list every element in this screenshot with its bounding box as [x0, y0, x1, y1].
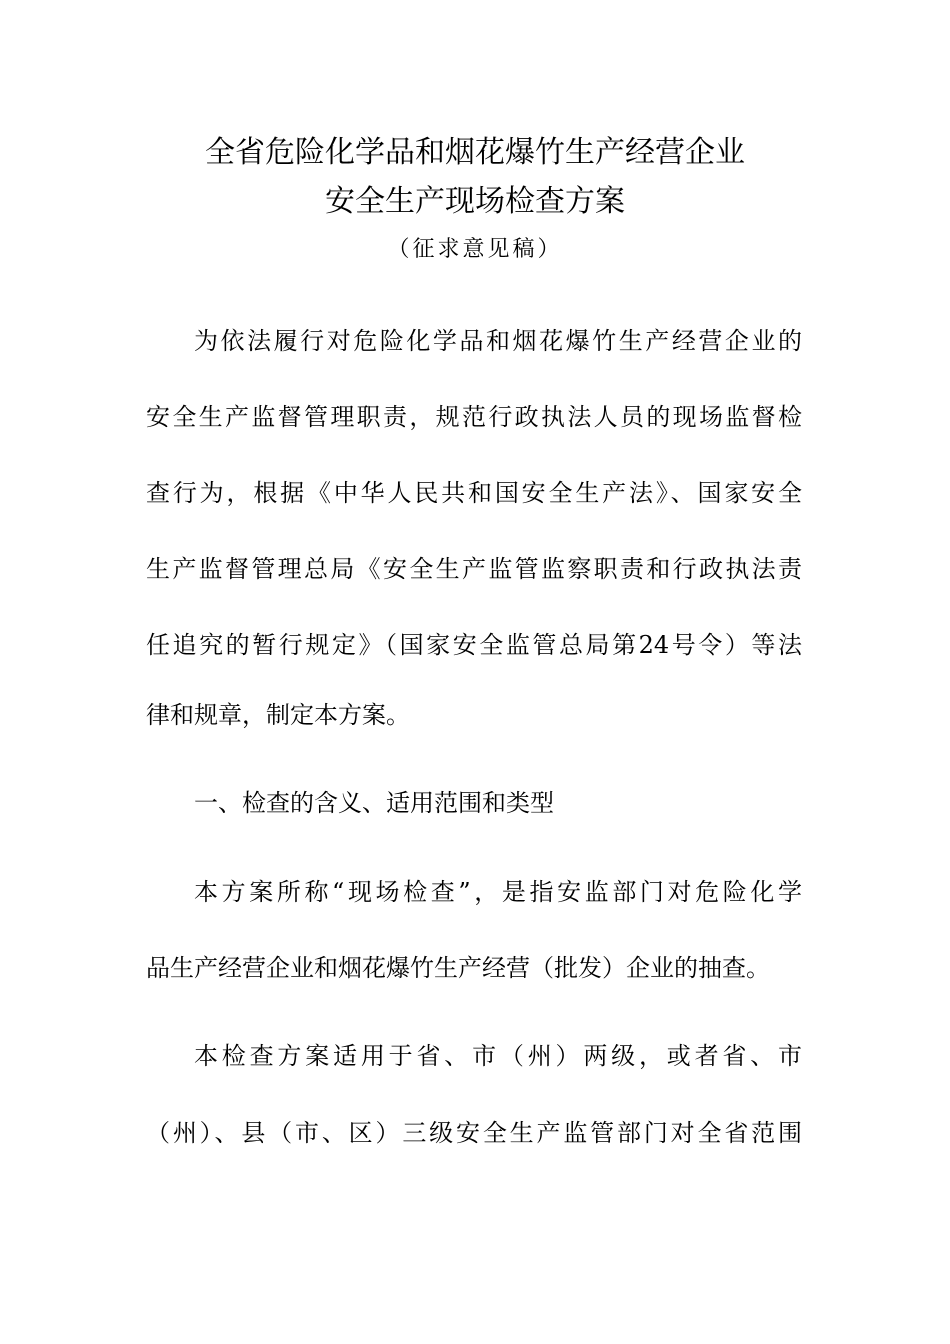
paragraph-line: 本检查方案适用于省、市（州）两级，或者省、市: [194, 1042, 802, 1070]
paragraph-line: 品生产经营企业和烟花爆竹生产经营（批发）企业的抽查。: [146, 954, 770, 982]
paragraph-line: 生产监督管理总局《安全生产监管监察职责和行政执法责: [146, 555, 802, 583]
paragraph-line: （州）、县（市、区）三级安全生产监管部门对全省范围: [146, 1119, 802, 1147]
paragraph-line: 安全生产监督管理职责，规范行政执法人员的现场监督检: [146, 403, 802, 431]
document-title-line-2: 安全生产现场检查方案: [325, 184, 625, 219]
paragraph-line: 本方案所称“现场检查”，是指安监部门对危险化学: [194, 878, 802, 906]
document-subtitle: （征求意见稿）: [387, 237, 563, 262]
paragraph-line: 任追究的暂行规定》（国家安全监管总局第24号令）等法: [146, 631, 802, 659]
paragraph-line: 律和规章，制定本方案。: [146, 701, 410, 729]
document-title-line-1: 全省危险化学品和烟花爆竹生产经营企业: [205, 135, 745, 170]
paragraph-line: 为依法履行对危险化学品和烟花爆竹生产经营企业的: [194, 327, 802, 355]
paragraph-line: 查行为，根据《中华人民共和国安全生产法》、国家安全: [146, 479, 802, 507]
section-heading: 一、检查的含义、适用范围和类型: [194, 789, 554, 817]
